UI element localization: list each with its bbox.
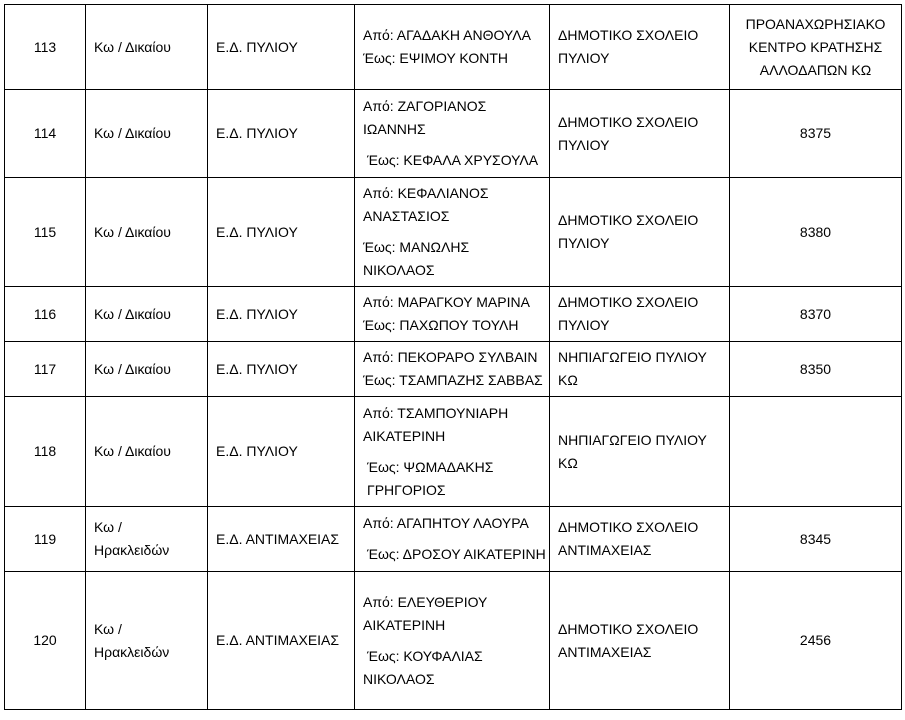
range-from-line: Από: ΑΓΑΠΗΤΟΥ ΛΑΟΥΡΑ xyxy=(363,515,529,531)
location-cell xyxy=(550,287,730,342)
region-cell xyxy=(86,287,208,342)
name-range-cell xyxy=(355,5,550,90)
station-number-cell xyxy=(5,5,86,90)
table-row xyxy=(5,572,902,710)
code-line: ΚΕΝΤΡΟ ΚΡΑΤΗΣΗΣ xyxy=(748,38,883,55)
region-line: Ηρακλειδών xyxy=(94,542,170,558)
code-value: 8345 xyxy=(799,530,832,547)
region-line: Κω / Δικαίου xyxy=(94,360,171,377)
range-to-line: Έως: ΕΨΙΜΟΥ ΚΟΝΤΗ xyxy=(363,50,509,66)
range-from-line: ΑΝΑΣΤΑΣΙΟΣ xyxy=(363,208,450,224)
station-number-cell xyxy=(5,178,86,287)
code-value: 8350 xyxy=(799,360,832,377)
location-line: ΔΗΜΟΤΙΚΟ ΣΧΟΛΕΙΟ xyxy=(558,519,699,535)
location-cell xyxy=(550,397,730,507)
location-line: ΑΝΤΙΜΑΧΕΙΑΣ xyxy=(558,542,652,558)
station-number: 116 xyxy=(33,305,57,322)
range-from-line: ΑΙΚΑΤΕΡΙΝΗ xyxy=(363,616,446,633)
range-to-line: Έως: ΚΟΥΦΑΛΙΑΣ xyxy=(367,647,483,664)
location-line: ΑΝΤΙΜΑΧΕΙΑΣ xyxy=(558,643,652,660)
location-line: ΝΗΠΙΑΓΩΓΕΙΟ ΠΥΛΙΟΥ xyxy=(558,431,707,448)
station-number-cell xyxy=(5,507,86,572)
location-line: ΠΥΛΙΟΥ xyxy=(558,136,610,153)
electoral-unit: Ε.Δ. ΑΝΤΙΜΑΧΕΙΑΣ xyxy=(216,632,340,648)
station-number-cell xyxy=(5,90,86,178)
region-cell xyxy=(86,90,208,178)
location-line: ΝΗΠΙΑΓΩΓΕΙΟ ΠΥΛΙΟΥ xyxy=(558,349,707,365)
code-cell xyxy=(730,178,902,287)
code-cell xyxy=(730,287,902,342)
unit-cell xyxy=(208,342,355,397)
station-number-cell xyxy=(5,572,86,710)
code-cell xyxy=(730,507,902,572)
location-cell xyxy=(550,178,730,287)
region-cell xyxy=(86,507,208,572)
code-value: 8370 xyxy=(799,305,832,322)
station-number: 117 xyxy=(33,360,57,377)
station-number-cell xyxy=(5,287,86,342)
location-line: ΔΗΜΟΤΙΚΟ ΣΧΟΛΕΙΟ xyxy=(558,620,699,637)
name-range-cell xyxy=(355,90,550,178)
electoral-unit: Ε.Δ. ΠΥΛΙΟΥ xyxy=(216,38,298,55)
name-range-cell xyxy=(355,572,550,710)
table-row xyxy=(5,507,902,572)
range-from-line: Από: ΑΓΑΔΑΚΗ ΑΝΘΟΥΛΑ xyxy=(363,27,531,43)
range-from-line: Από: ΠΕΚΟΡΑΡΟ ΣΥΛΒΑΙΝ xyxy=(363,349,538,365)
name-range-cell xyxy=(355,507,550,572)
location-cell xyxy=(550,507,730,572)
range-to-line: Έως: ΨΩΜΑΔΑΚΗΣ xyxy=(367,458,494,475)
code-cell xyxy=(730,342,902,397)
region-line: Κω / Δικαίου xyxy=(94,223,171,240)
region-line: Κω / xyxy=(94,519,122,535)
station-number: 120 xyxy=(33,632,57,648)
electoral-unit: Ε.Δ. ΠΥΛΙΟΥ xyxy=(216,223,298,240)
station-number: 118 xyxy=(33,443,57,459)
location-line: ΠΥΛΙΟΥ xyxy=(558,50,610,66)
range-from-line: Από: ΤΣΑΜΠΟΥΝΙΑΡΗ xyxy=(363,404,509,421)
name-range-cell xyxy=(355,397,550,507)
unit-cell xyxy=(208,90,355,178)
station-number-cell xyxy=(5,397,86,507)
electoral-unit: Ε.Δ. ΠΥΛΙΟΥ xyxy=(216,360,298,377)
range-from-line: Από: ΚΕΦΑΛΙΑΝΟΣ xyxy=(363,185,489,201)
location-line: ΔΗΜΟΤΙΚΟ ΣΧΟΛΕΙΟ xyxy=(558,113,699,130)
region-line: Κω / xyxy=(94,620,122,637)
code-value: 8375 xyxy=(799,125,832,141)
range-from-line: ΙΩΑΝΝΗΣ xyxy=(363,121,426,137)
region-cell xyxy=(86,5,208,90)
range-from-line: Από: ΖΑΓΟΡΙΑΝΟΣ xyxy=(363,98,487,114)
electoral-unit: Ε.Δ. ΠΥΛΙΟΥ xyxy=(216,125,298,141)
location-line: ΚΩ xyxy=(558,454,578,471)
region-cell xyxy=(86,572,208,710)
range-to-line: ΝΙΚΟΛΑΟΣ xyxy=(363,262,435,278)
range-to-line: Έως: ΠΑΧΩΠΟΥ ΤΟΥΛΗ xyxy=(363,317,519,333)
range-to-line: ΓΡΗΓΟΡΙΟΣ xyxy=(367,481,446,498)
electoral-unit: Ε.Δ. ΠΥΛΙΟΥ xyxy=(216,443,298,459)
station-number: 114 xyxy=(33,125,57,141)
station-number-cell xyxy=(5,342,86,397)
code-cell xyxy=(730,5,902,90)
name-range-cell xyxy=(355,287,550,342)
unit-cell xyxy=(208,507,355,572)
code-line: ΠΡΟΑΝΑΧΩΡΗΣΙΑΚΟ xyxy=(745,15,886,32)
unit-cell xyxy=(208,287,355,342)
location-cell xyxy=(550,5,730,90)
name-range-cell xyxy=(355,342,550,397)
location-cell xyxy=(550,342,730,397)
code-value: 2456 xyxy=(799,632,832,648)
range-from-line: Από: ΜΑΡΑΓΚΟΥ ΜΑΡΙΝΑ xyxy=(363,294,530,310)
region-line: Ηρακλειδών xyxy=(94,643,170,660)
code-cell xyxy=(730,90,902,178)
location-line: ΠΥΛΙΟΥ xyxy=(558,317,610,333)
region-line: Κω / Δικαίου xyxy=(94,38,171,55)
table-row xyxy=(5,342,902,397)
location-cell xyxy=(550,572,730,710)
range-to-line: Έως: ΜΑΝΩΛΗΣ xyxy=(363,239,470,255)
unit-cell xyxy=(208,5,355,90)
station-number: 115 xyxy=(33,223,57,240)
range-to-line: Έως: ΚΕΦΑΛΑ ΧΡΥΣΟΥΛΑ xyxy=(367,152,539,168)
table-row xyxy=(5,5,902,90)
region-cell xyxy=(86,178,208,287)
region-cell xyxy=(86,342,208,397)
code-cell xyxy=(730,572,902,710)
table-row xyxy=(5,178,902,287)
range-to-line: Έως: ΔΡΟΣΟΥ ΑΙΚΑΤΕΡΙΝΗ xyxy=(367,546,546,562)
table-row xyxy=(5,397,902,507)
region-cell xyxy=(86,397,208,507)
location-line: ΔΗΜΟΤΙΚΟ ΣΧΟΛΕΙΟ xyxy=(558,27,699,43)
region-line: Κω / Δικαίου xyxy=(94,305,171,322)
unit-cell xyxy=(208,178,355,287)
code-cell xyxy=(730,397,902,507)
range-to-line: ΝΙΚΟΛΑΟΣ xyxy=(363,670,435,687)
station-number: 119 xyxy=(33,530,57,547)
table-row xyxy=(5,90,902,178)
code-value: 8380 xyxy=(799,223,832,240)
unit-cell xyxy=(208,397,355,507)
region-line: Κω / Δικαίου xyxy=(94,125,171,141)
location-line: ΔΗΜΟΤΙΚΟ ΣΧΟΛΕΙΟ xyxy=(558,212,699,228)
range-to-line: Έως: ΤΣΑΜΠΑΖΗΣ ΣΑΒΒΑΣ xyxy=(363,372,543,388)
polling-stations-table xyxy=(4,4,902,710)
location-line: ΠΥΛΙΟΥ xyxy=(558,235,610,251)
unit-cell xyxy=(208,572,355,710)
name-range-cell xyxy=(355,178,550,287)
location-line: ΔΗΜΟΤΙΚΟ ΣΧΟΛΕΙΟ xyxy=(558,294,699,310)
electoral-unit: Ε.Δ. ΠΥΛΙΟΥ xyxy=(216,305,298,322)
code-line: ΑΛΛΟΔΑΠΩΝ ΚΩ xyxy=(759,61,872,78)
range-from-line: Από: ΕΛΕΥΘΕΡΙΟΥ xyxy=(363,593,488,610)
location-cell xyxy=(550,90,730,178)
range-from-line: ΑΙΚΑΤΕΡΙΝΗ xyxy=(363,427,446,444)
electoral-unit: Ε.Δ. ΑΝΤΙΜΑΧΕΙΑΣ xyxy=(216,530,340,547)
region-line: Κω / Δικαίου xyxy=(94,443,171,459)
table-row xyxy=(5,287,902,342)
station-number: 113 xyxy=(33,38,57,55)
location-line: ΚΩ xyxy=(558,372,578,388)
